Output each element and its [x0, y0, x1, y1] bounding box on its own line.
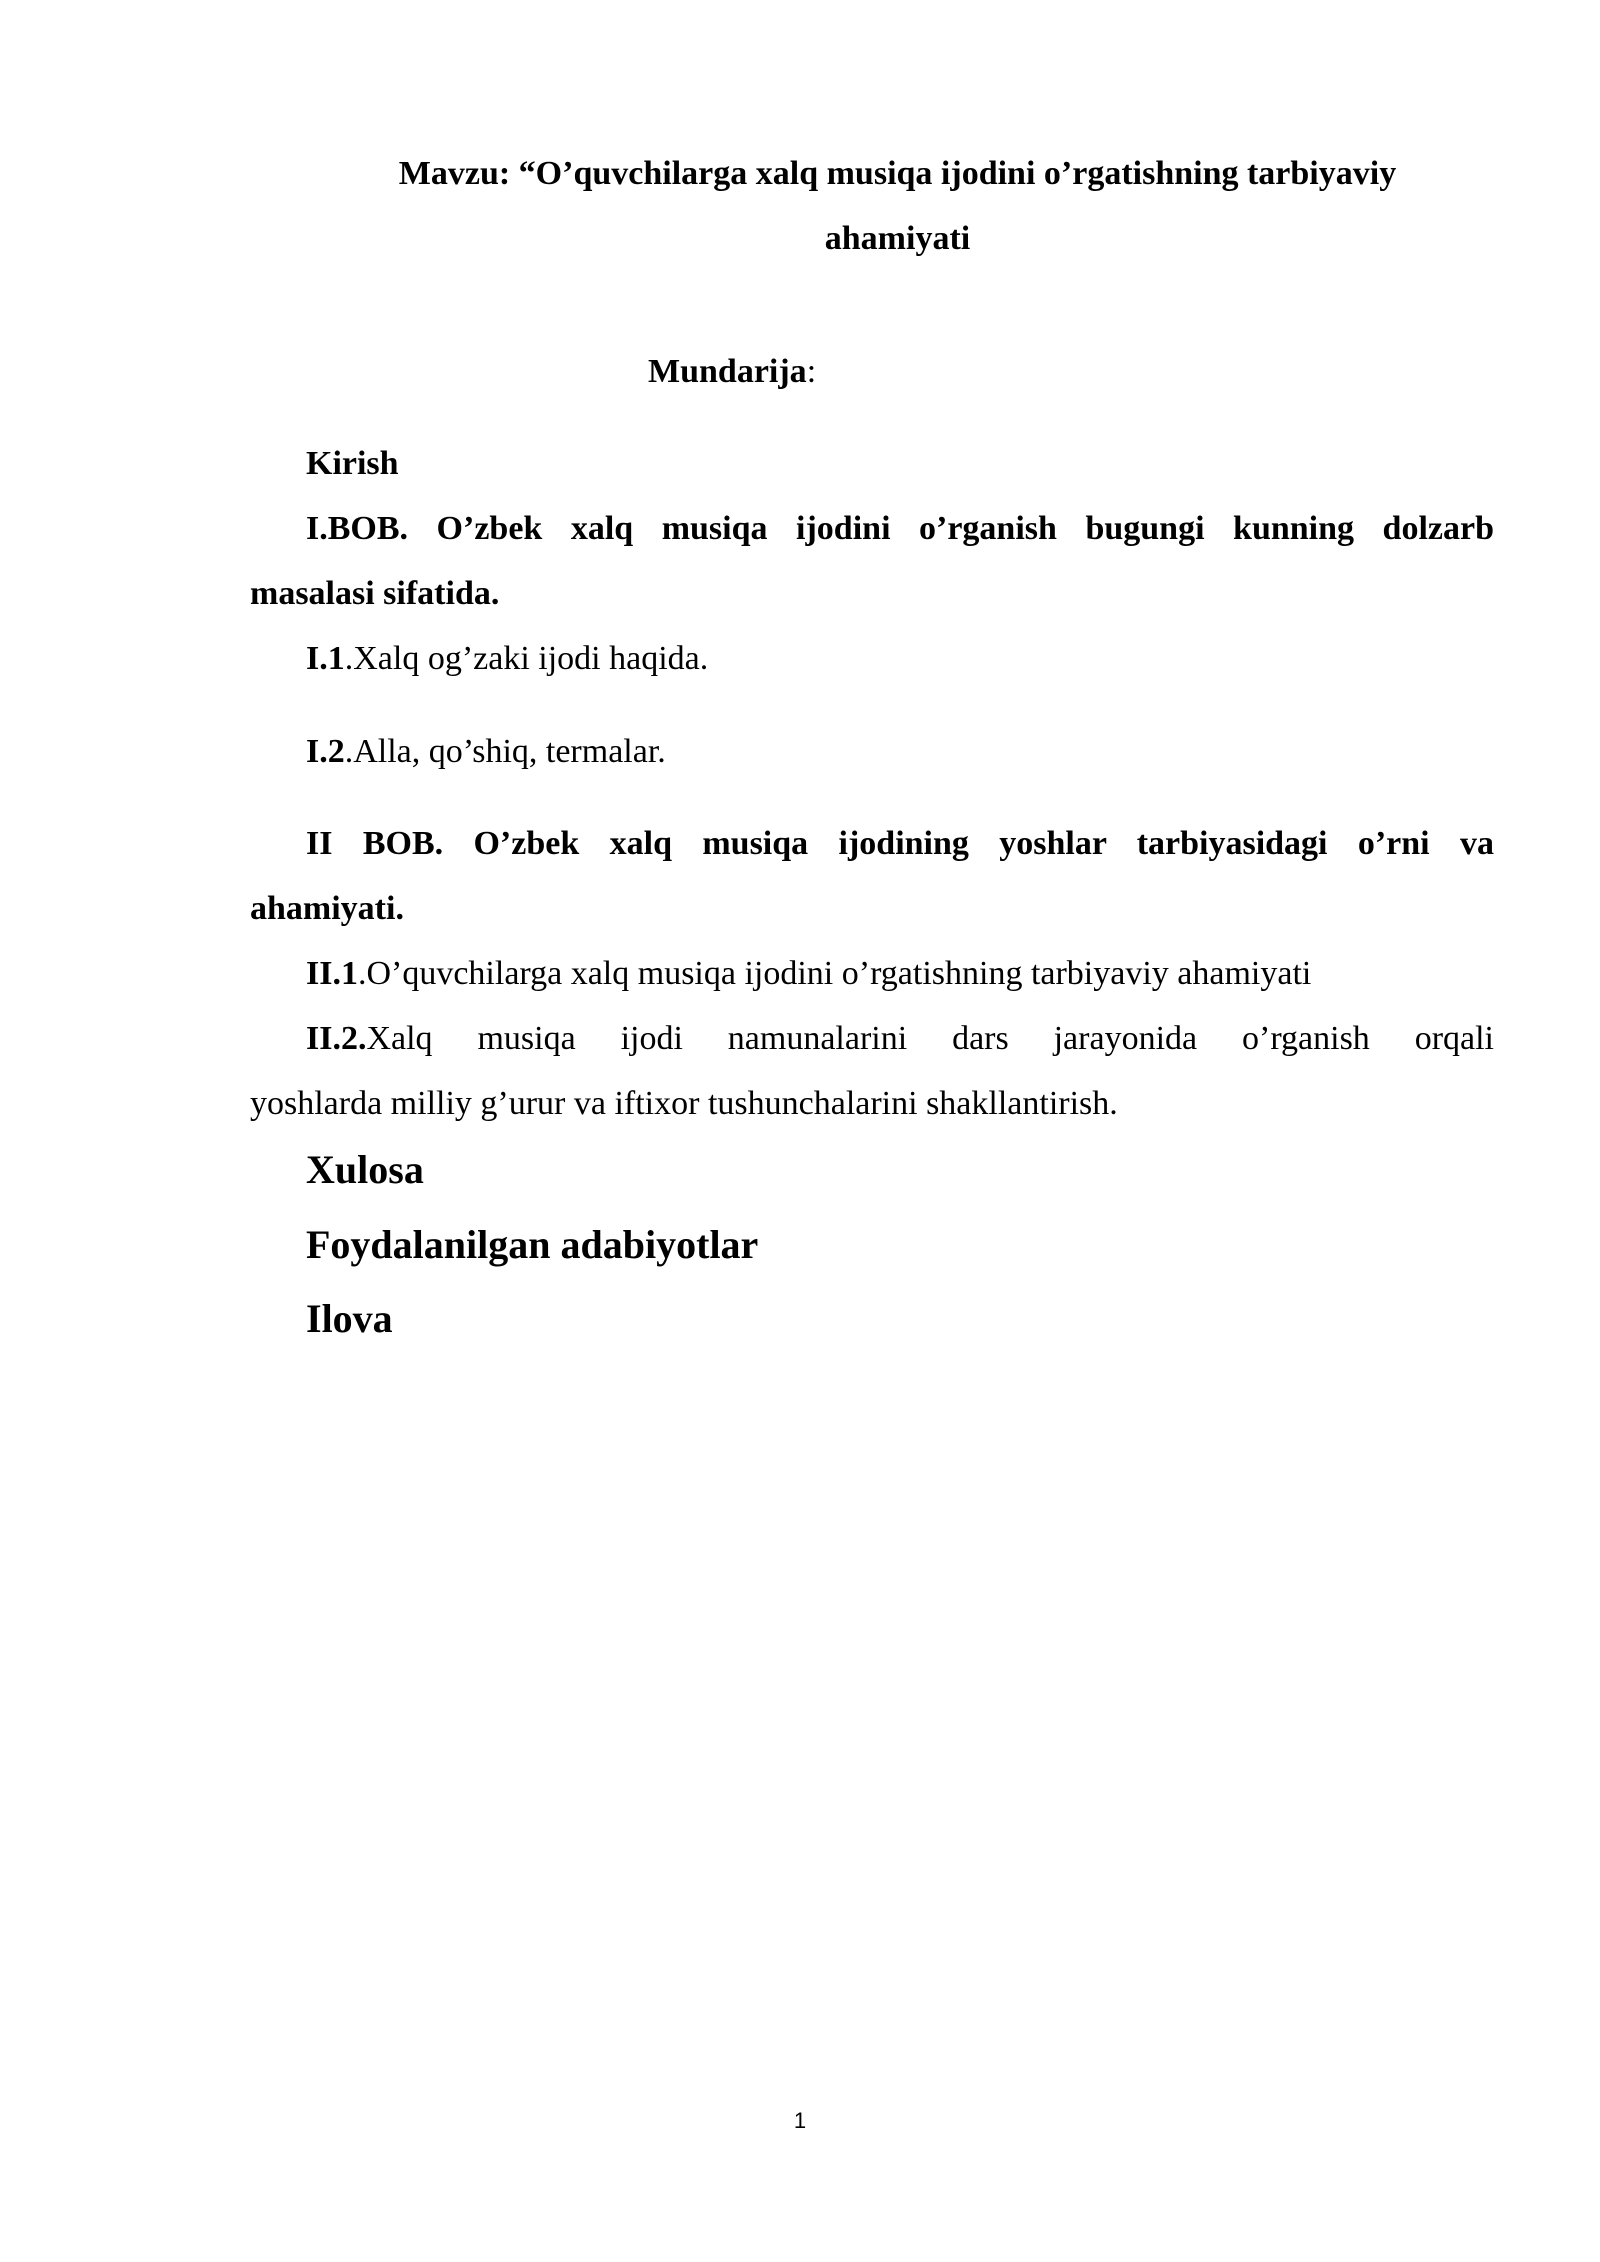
toc-chapter-2-line-1: II BOB. O’zbek xalq musiqa ijodining yoshlar tarbiyasidagi o’rni va — [306, 825, 1494, 862]
toc-item-2-1-text: .O’quvchilarga xalq musiqa ijodini o’rgatishning tarbiyaviy ahamiyati — [357, 955, 1312, 992]
toc-chapter-1-line-1: I.BOB. O’zbek xalq musiqa ijodini o’rganish bugungi kunning dolzarb — [306, 510, 1494, 547]
title-line-2: ahamiyati — [824, 220, 971, 257]
contents-heading-colon: : — [806, 353, 817, 390]
toc-item-2-1 — [306, 954, 1494, 994]
toc-chapter-2-line-2: ahamiyati. — [250, 890, 404, 927]
toc-item-1-1-text: .Xalq og’zaki ijodi haqida. — [344, 640, 709, 677]
contents-heading-word: Mundarija — [648, 353, 807, 390]
toc-item-2-1-number: II.1 — [306, 955, 358, 992]
page-number: 1 — [793, 2108, 807, 2133]
toc-item-1-2-number: I.2 — [306, 733, 345, 770]
toc-item-1-2-text: .Alla, qo’shiq, termalar. — [344, 733, 666, 770]
toc-item-2-2-text-1: Xalq musiqa ijodi namunalarini dars jarayonida o’rganish orqali — [366, 1020, 1494, 1057]
toc-intro: Kirish — [306, 445, 399, 482]
toc-appendix: Ilova — [306, 1296, 393, 1341]
toc-conclusion: Xulosa — [306, 1147, 424, 1192]
toc-item-1-2 — [306, 732, 1494, 772]
toc-references: Foydalanilgan adabiyotlar — [306, 1222, 759, 1267]
toc-item-1-1 — [306, 639, 1494, 679]
toc-item-2-2-line-1 — [306, 1019, 1494, 1059]
contents-heading — [648, 352, 816, 392]
toc-item-2-2-line-2: yoshlarda milliy g’urur va iftixor tushunchalarini shakllantirish. — [250, 1085, 1118, 1122]
title-line-1: Mavzu: “O’quvchilarga xalq musiqa ijodini o’rgatishning tarbiyaviy — [398, 155, 1397, 192]
toc-item-2-2-number: II.2. — [306, 1020, 367, 1057]
toc-chapter-1-line-2: masalasi sifatida. — [250, 575, 500, 612]
toc-item-1-1-number: I.1 — [306, 640, 345, 677]
